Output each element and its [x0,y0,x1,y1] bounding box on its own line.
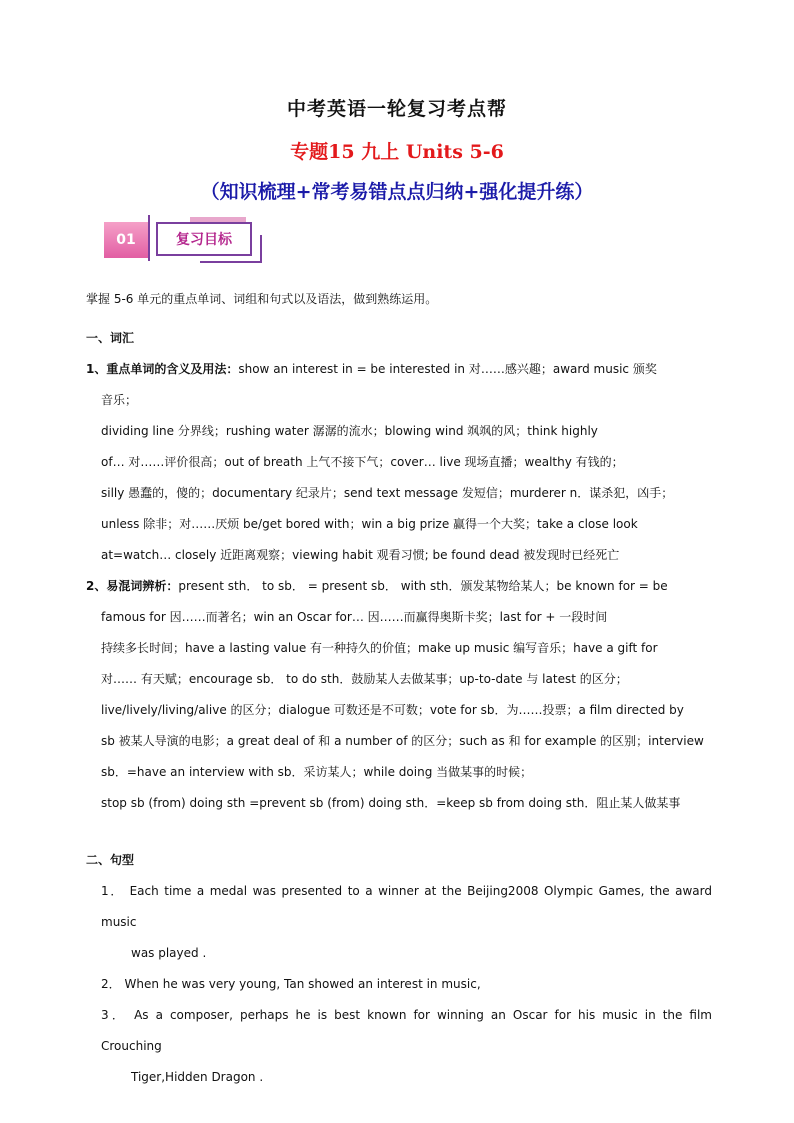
text-line: famous for 因……而著名；win an Oscar for… 因……而赢得奥斯卡奖；last for + 一段时间 [101,610,608,624]
document-body [86,284,712,1093]
badge-number: 01 [104,222,148,258]
sentence-text: Each time a medal was presented to a winner at the Beijing2008 Olympic Games, the award music [101,884,713,929]
sentence-continuation: was played . [131,946,207,960]
text-line: stop sb (from) doing sth =prevent sb (from) doing sth．=keep sb from doing sth．阻止某人做某事 [101,796,681,810]
text-line: of… 对……评价很高；out of breath 上气不接下气；cover… live 现场直播；wealthy 有钱的； [101,455,624,469]
sentences-heading: 二、句型 [86,853,135,867]
text-line: dividing line 分界线；rushing water 潺潺的流水；blowing wind 飒飒的风；think highly [101,424,598,438]
text-line: sb．=have an interview with sb．采访某人；while doing 当做某事的时候； [101,765,533,779]
sentence-item [86,876,712,969]
text-line: sb 被某人导演的电影；a great deal of 和 a number of 的区分；such as 和 for example 的区别；interview [101,734,704,748]
text-line: silly 愚蠢的，傻的；documentary 纪录片；send text message 发短信；murderer n．谋杀犯，凶手； [101,486,674,500]
sentence-continuation: Tiger,Hidden Dragon . [131,1070,264,1084]
badge-divider [148,215,150,261]
badge-underline [200,261,262,263]
text-line: live/lively/living/alive 的区分；dialogue 可数还是不可数；vote for sb．为……投票；a film directed by [101,703,684,717]
text-line: present sth． to sb． = present sb． with sth．颁发某物给某人；be known for = be [178,579,668,593]
section-badge [104,215,264,267]
text-line: unless 除非；对……厌烦 be/get bored with；win a big prize 赢得一个大奖；take a close look [101,517,638,531]
text-line: show an interest in = be interested in 对……感兴趣；award music 颁奖 [238,362,657,376]
sentence-item [86,969,712,1000]
text-line: at=watch… closely 近距离观察；viewing habit 观看习惯; be found dead 被发现时已经死亡 [101,548,620,562]
sentence-text: As a composer, perhaps he is best known for winning an Oscar for his music in the film Crouching [101,1008,712,1053]
intro-text: 掌握 5-6 单元的重点单词、词组和句式以及语法，做到熟练运用。 [86,292,438,306]
badge-sideline [260,235,262,263]
vocab-heading: 一、词汇 [86,331,135,345]
topic-title: 专题15 九上 Units 5-6 [290,141,504,163]
item-lead: 1、重点单词的含义及用法： [86,362,239,376]
sentence-text: When he was very young, Tan showed an interest in music, [124,977,481,991]
vocab-item-2 [86,571,712,819]
sentence-number: 1． [101,884,125,898]
badge-label: 复习目标 [156,222,252,256]
sentence-number: 2． [101,977,121,991]
sentence-number: 3． [101,1008,128,1022]
text-line: 对…… 有天赋；encourage sb． to do sth．鼓励某人去做某事；up-to-date 与 latest 的区分； [101,672,628,686]
sentence-item [86,1000,712,1093]
document-title: 中考英语一轮复习考点帮 [286,98,507,120]
item-lead: 2、易混词辨析： [86,579,179,593]
vocab-item-1 [86,354,712,571]
subtitle: （知识梳理+常考易错点点归纳+强化提升练） [200,181,594,203]
text-line: 持续多长时间；have a lasting value 有一种持久的价值；make up music 编写音乐；have a gift for [101,641,658,655]
text-line: 音乐； [101,393,138,407]
